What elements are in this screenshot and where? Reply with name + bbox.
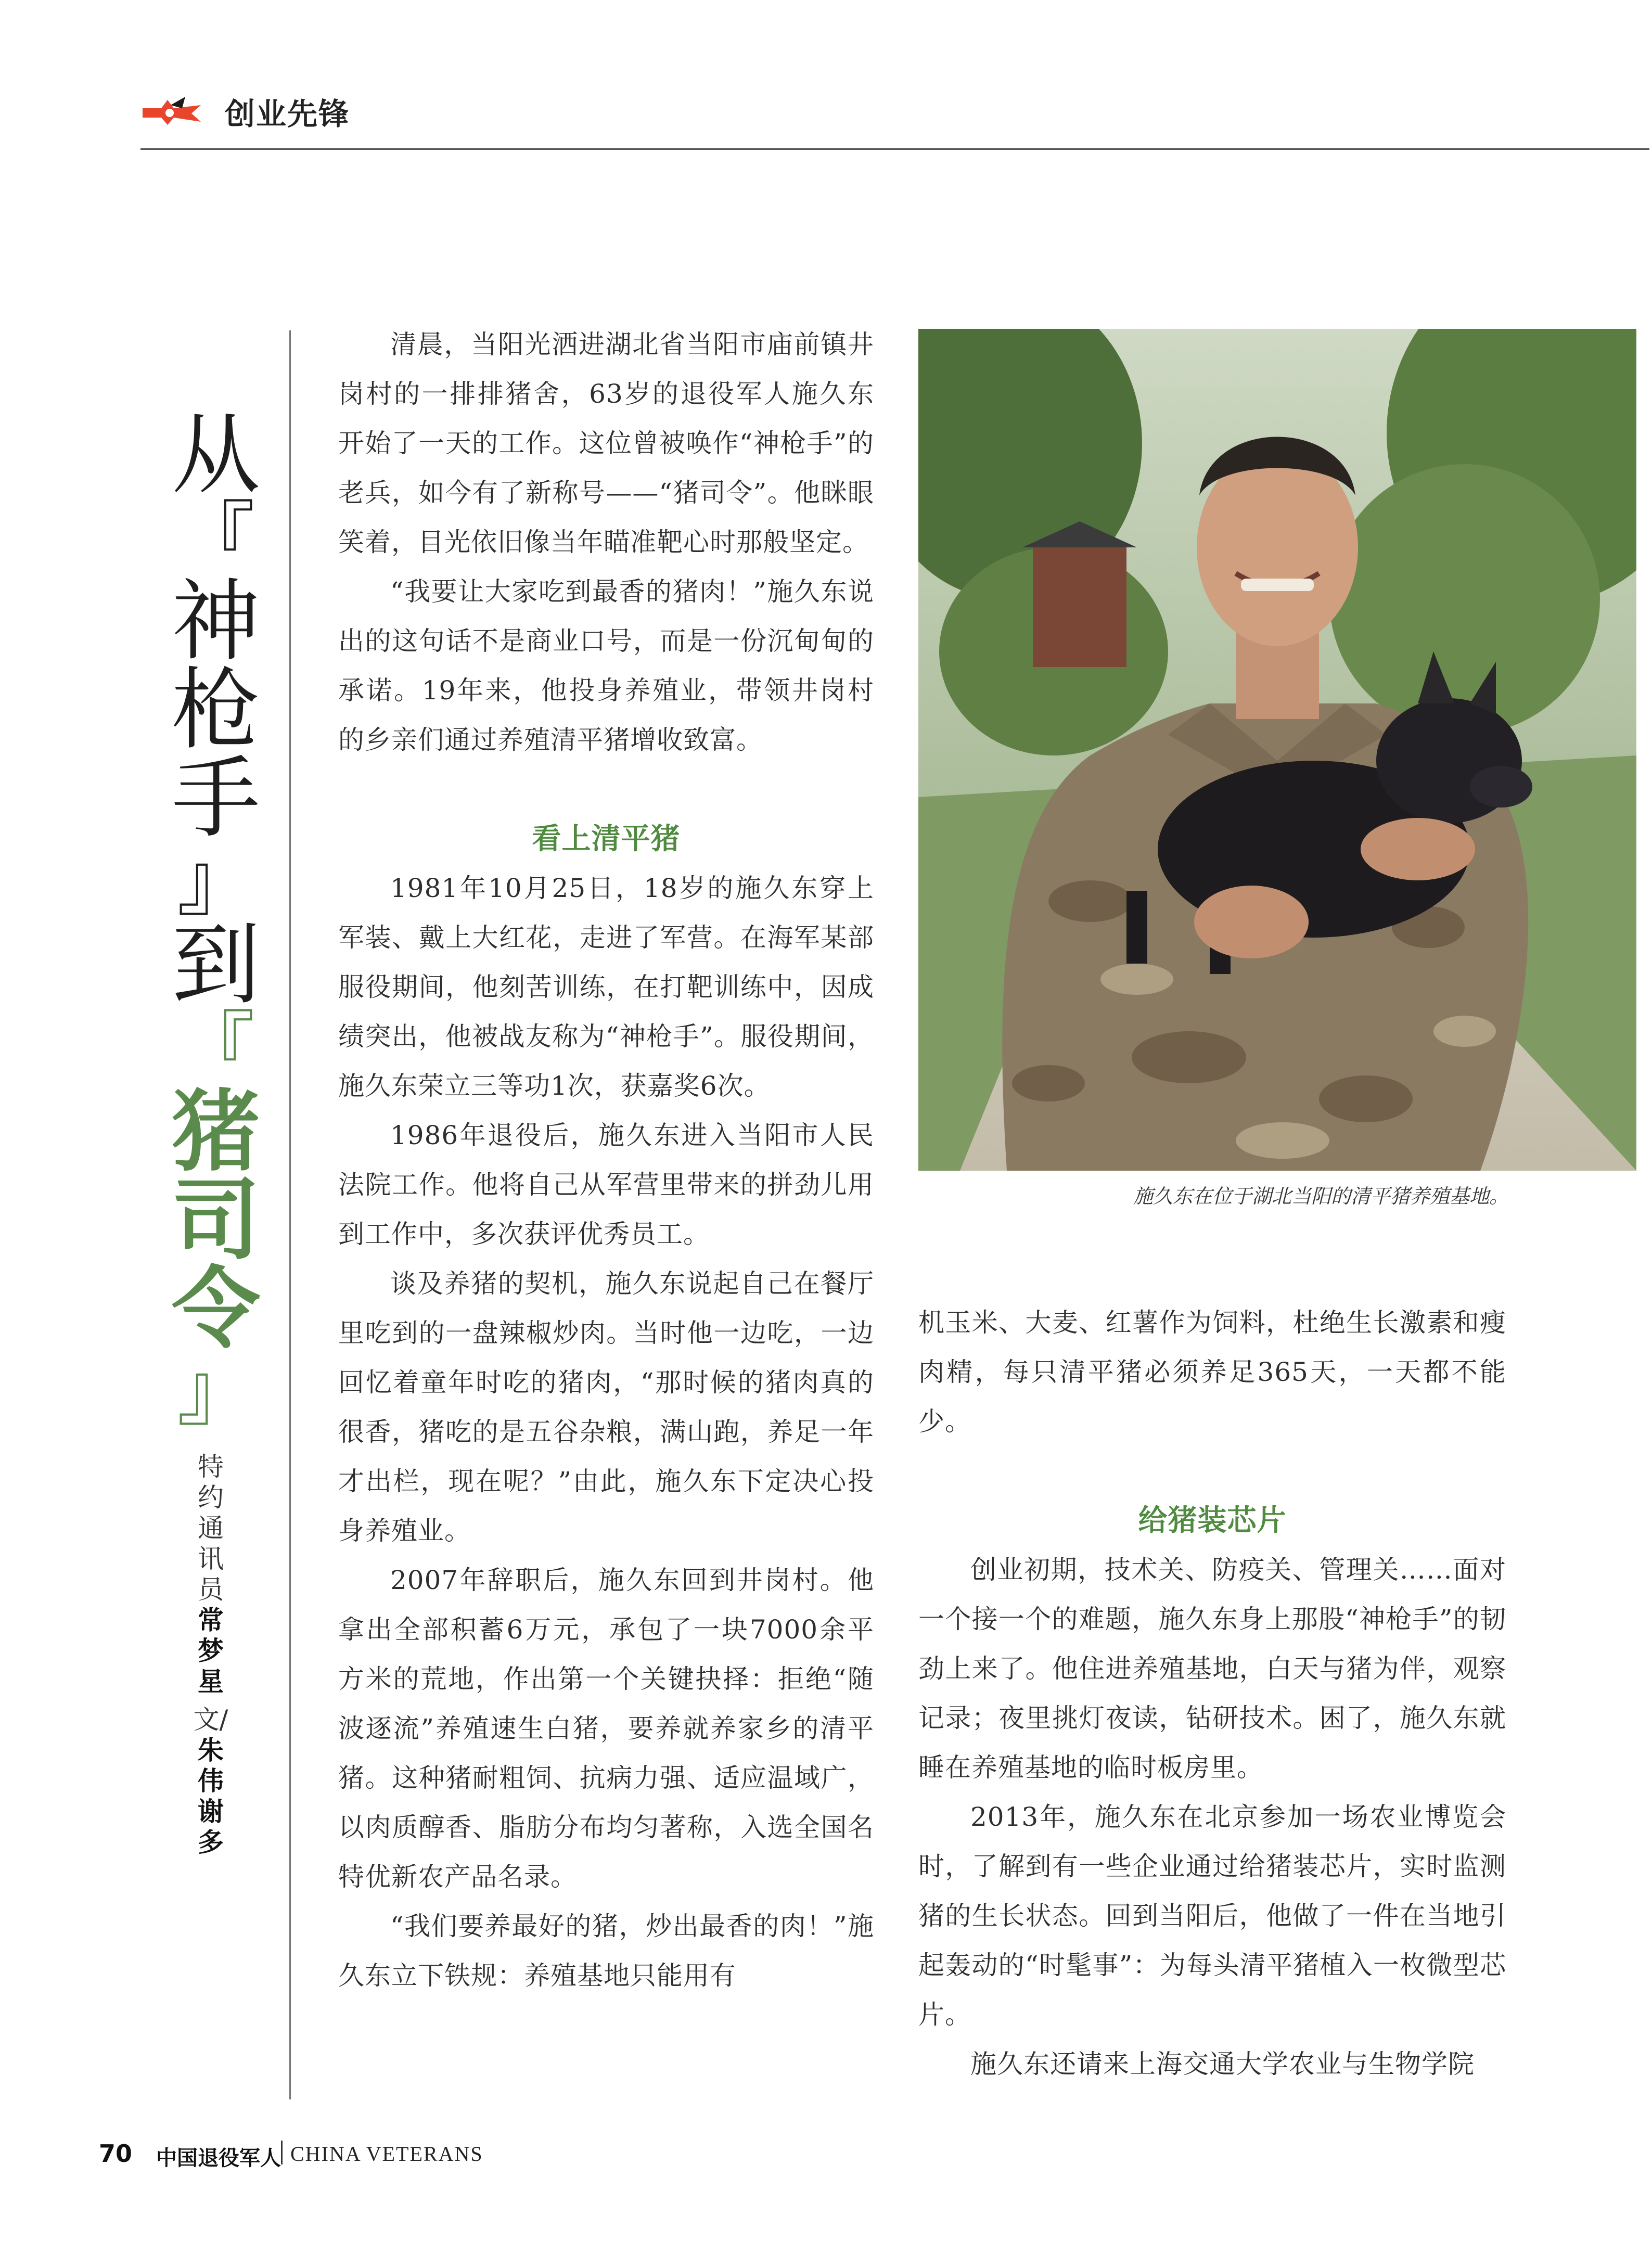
headline-char-accent: 司: [171, 1168, 260, 1272]
paragraph: 创业初期，技术关、防疫关、管理关……面对一个接一个的难题，施久东身上那股“神枪手”的韧劲上来了。他住进养殖基地，白天与猪为伴，观察记录；夜里挑灯夜读，钻研技术。困了，施久东就睡在养殖基地的临时板房里。: [918, 1555, 1506, 1783]
paragraph: 2013年，施久东在北京参加一场农业博览会时，了解到有一些企业通过给猪装芯片，实时监测猪的生长状态。回到当阳后，他做了一件在当地引起轰动的“时髦事”：为每头清平猪植入一枚微型芯片。: [918, 1802, 1506, 2030]
magazine-name-en: CHINA VETERANS: [290, 2142, 483, 2166]
byline-name: 常梦星: [198, 1605, 224, 1697]
paragraph: “我们要养最好的猪，炒出最香的肉！”施久东立下铁规：养殖基地只能用有: [338, 1911, 874, 1991]
section-title: 创业先锋: [225, 96, 350, 132]
byline: [193, 1452, 229, 1858]
paragraph: 2007年辞职后，施久东回到井岗村。他拿出全部积蓄6万元，承包了一块7000余平方米的荒地，作出第一个关键抉择：拒绝“随波逐流”养殖速生白猪，要养就养家乡的清平猪。这种猪耐粗饲、抗病力强、适应温域广，以肉质醇香、脂肪分布均匀著称，入选全国名特优新农产品名录。: [338, 1565, 874, 1892]
headline-char: 枪: [171, 659, 260, 762]
magazine-name: 中国退役军人: [156, 2146, 281, 2170]
paragraph: 施久东还请来上海交通大学农业与生物学院: [970, 2049, 1475, 2079]
headline-char: 从: [171, 404, 260, 507]
subheading: 看上清平猪: [532, 822, 681, 856]
paragraph: 1981年10月25日，18岁的施久东穿上军装、戴上大红花，走进了军营。在海军某部服役期间，他刻苦训练，在打靶训练中，因成绩突出，他被战友称为“神枪手”。服役期间，施久东荣立三等功1次，获嘉奖6次。: [338, 873, 874, 1101]
article-column-right: [918, 1298, 1506, 2089]
bracket-close-icon: 』: [176, 837, 255, 927]
paragraph: “我要让大家吃到最香的猪肉！”施久东说出的这句话不是商业口号，而是一份沉甸甸的承诺。19年来，他投身养殖业，带领井岗村的乡亲们通过养殖清平猪增收致富。: [338, 576, 874, 755]
bracket-open-icon: 『: [176, 1003, 255, 1094]
paragraph: 机玉米、大麦、红薯作为饲料，杜绝生长激素和瘦肉精，每只清平猪必须养足365天，一天都不能少。: [918, 1308, 1506, 1437]
bracket-open-icon: 『: [176, 493, 255, 584]
headline-char: 神: [171, 570, 260, 673]
paragraph: 清晨，当阳光洒进湖北省当阳市庙前镇井岗村的一排排猪舍，63岁的退役军人施久东开始了一天的工作。这位曾被唤作“神枪手”的老兵，如今有了新称号——“猪司令”。他眯眼笑着，目光依旧像当年瞄准靶心时那般坚定。: [338, 329, 874, 557]
title-divider: [289, 330, 291, 2099]
byline-name: 朱伟 谢多: [198, 1735, 224, 1857]
headline-char: 手: [171, 747, 260, 850]
paragraph: 谈及养猪的契机，施久东说起自己在餐厅里吃到的一盘辣椒炒肉。当时他一边吃，一边回忆着童年时吃的猪肉，“那时候的猪肉真的很香，猪吃的是五谷杂粮，满山跑，养足一年才出栏，现在呢？”由此，施久东下定决心投身养殖业。: [338, 1269, 874, 1546]
byline-role: 文/: [193, 1705, 228, 1735]
magazine-logo-icon: [140, 93, 203, 129]
header-divider: [140, 148, 1649, 150]
photo-caption: 施久东在位于湖北当阳的清平猪养殖基地。: [1133, 1185, 1509, 1208]
portrait-photo: [918, 329, 1636, 1171]
page-number: 70: [99, 2139, 133, 2168]
headline-char-accent: 猪: [171, 1080, 260, 1184]
headline: [156, 404, 276, 1437]
bracket-close-icon: 』: [176, 1347, 255, 1437]
headline-char-accent: 令: [171, 1257, 260, 1361]
footer-separator: [281, 2141, 283, 2164]
headline-char: 到: [171, 914, 260, 1017]
article-column-left: [338, 320, 874, 2001]
paragraph: 1986年退役后，施久东进入当阳市人民法院工作。他将自己从军营里带来的拼劲儿用到工作中，多次获评优秀员工。: [338, 1120, 874, 1249]
byline-role: 特约通讯员: [198, 1452, 224, 1605]
subheading: 给猪装芯片: [1138, 1504, 1287, 1538]
